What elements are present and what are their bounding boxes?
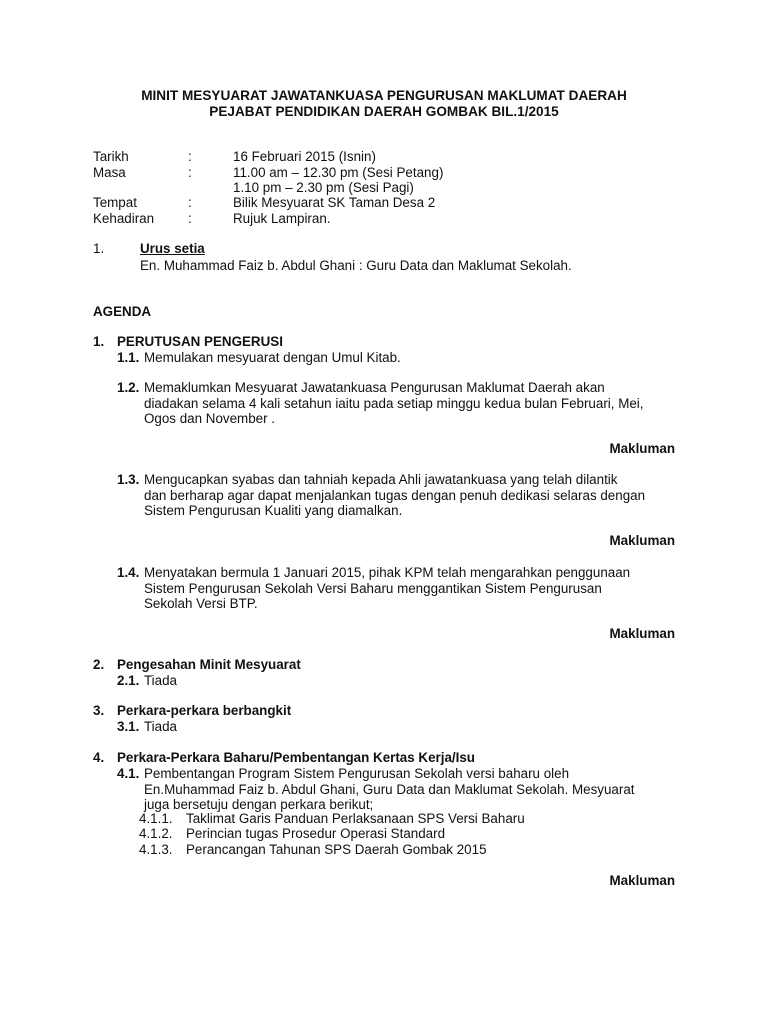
item-2-1-text: Tiada — [144, 673, 177, 688]
kehadiran-colon: : — [188, 211, 192, 226]
item-1-4-line3: Sekolah Versi BTP. — [144, 596, 258, 611]
subitem-4-1-2-number: 4.1.2. — [139, 826, 173, 841]
item-3-1-number: 3.1. — [117, 719, 140, 734]
section4-number: 4. — [93, 750, 105, 765]
masa-value-petang: 11.00 am – 12.30 pm (Sesi Petang) — [233, 165, 444, 180]
tempat-colon: : — [188, 195, 192, 210]
item-1-1-text: Memulakan mesyuarat dengan Umul Kitab. — [144, 350, 401, 365]
subitem-4-1-3-text: Perancangan Tahunan SPS Daerah Gombak 2015 — [186, 842, 487, 857]
masa-value-pagi: 1.10 pm – 2.30 pm (Sesi Pagi) — [233, 180, 414, 195]
kehadiran-label: Kehadiran — [93, 211, 155, 226]
item-3-1-text: Tiada — [144, 719, 177, 734]
item-1-4-line2: Sistem Pengurusan Sekolah Versi Baharu menggantikan Sistem Pengurusan — [144, 580, 602, 596]
item-4-1-number: 4.1. — [117, 766, 140, 781]
section2-heading: Pengesahan Minit Mesyuarat — [117, 657, 301, 672]
subitem-4-1-1-number: 4.1.1. — [139, 811, 173, 826]
section3-heading: Perkara-perkara berbangkit — [117, 703, 292, 718]
item-1-4-number: 1.4. — [117, 565, 140, 580]
makluman-4-1: Makluman — [609, 873, 675, 888]
section1-number: 1. — [93, 334, 105, 349]
item-1-2-text — [144, 380, 644, 427]
urus-setia-text: En. Muhammad Faiz b. Abdul Ghani : Guru Data dan Maklumat Sekolah. — [140, 258, 572, 273]
item-4-1-line1: Pembentangan Program Sistem Pengurusan Sekolah versi baharu oleh — [144, 766, 570, 781]
item-1-4-line1: Menyatakan bermula 1 Januari 2015, pihak KPM telah mengarahkan penggunaan — [144, 565, 631, 580]
item-1-4-text — [144, 565, 630, 612]
section4-heading: Perkara-Perkara Baharu/Pembentangan Kertas Kerja/Isu — [117, 750, 475, 765]
section3-number: 3. — [93, 703, 105, 718]
kehadiran-value: Rujuk Lampiran. — [233, 211, 331, 226]
masa-label: Masa — [93, 165, 126, 180]
tarikh-value: 16 Februari 2015 (Isnin) — [233, 149, 376, 164]
section1-heading: PERUTUSAN PENGERUSI — [117, 334, 283, 349]
tempat-value: Bilik Mesyuarat SK Taman Desa 2 — [233, 195, 436, 210]
document-title-line1: MINIT MESYUARAT JAWATANKUASA PENGURUSAN MAKLUMAT DAERAH — [141, 88, 627, 103]
item-1-2-line1: Memaklumkan Mesyuarat Jawatankuasa Pengurusan Maklumat Daerah akan — [144, 380, 605, 395]
item-1-3-number: 1.3. — [117, 472, 140, 487]
tempat-label: Tempat — [93, 195, 137, 210]
item-4-1-text — [144, 766, 635, 813]
item-1-3-line1: Mengucapkan syabas dan tahniah kepada Ahli jawatankuasa yang telah dilantik — [144, 472, 618, 487]
tarikh-label: Tarikh — [93, 149, 129, 164]
urus-setia-number: 1. — [93, 241, 105, 256]
tarikh-colon: : — [188, 149, 192, 164]
subitem-4-1-2-text: Perincian tugas Prosedur Operasi Standard — [186, 826, 446, 841]
item-1-2-line2: diadakan selama 4 kali setahun iaitu pada setiap minggu kedua bulan Februari, Mei, — [144, 395, 644, 411]
item-1-3-text — [144, 472, 645, 519]
urus-setia-heading: Urus setia — [140, 241, 205, 256]
item-1-2-line3: Ogos dan November . — [144, 411, 275, 426]
subitem-4-1-3-number: 4.1.3. — [139, 842, 173, 857]
makluman-1-2: Makluman — [609, 441, 675, 456]
agenda-heading: AGENDA — [93, 304, 152, 319]
makluman-1-4: Makluman — [609, 626, 675, 641]
item-4-1-line2: En.Muhammad Faiz b. Abdul Ghani, Guru Data dan Maklumat Sekolah. Mesyuarat — [144, 781, 635, 797]
makluman-1-3: Makluman — [609, 533, 675, 548]
item-1-3-line3: Sistem Pengurusan Kualiti yang diamalkan. — [144, 503, 403, 518]
section2-number: 2. — [93, 657, 105, 672]
document-title-line2: PEJABAT PENDIDIKAN DAERAH GOMBAK BIL.1/2015 — [209, 104, 559, 119]
item-1-1-number: 1.1. — [117, 350, 140, 365]
masa-colon: : — [188, 165, 192, 180]
item-1-3-line2: dan berharap agar dapat menjalankan tugas dengan penuh dedikasi selaras dengan — [144, 487, 646, 503]
subitem-4-1-1-text: Taklimat Garis Panduan Perlaksanaan SPS Versi Baharu — [186, 811, 525, 826]
item-1-2-number: 1.2. — [117, 380, 140, 395]
item-2-1-number: 2.1. — [117, 673, 140, 688]
item-4-1-line3: juga bersetuju dengan perkara berikut; — [144, 797, 374, 812]
